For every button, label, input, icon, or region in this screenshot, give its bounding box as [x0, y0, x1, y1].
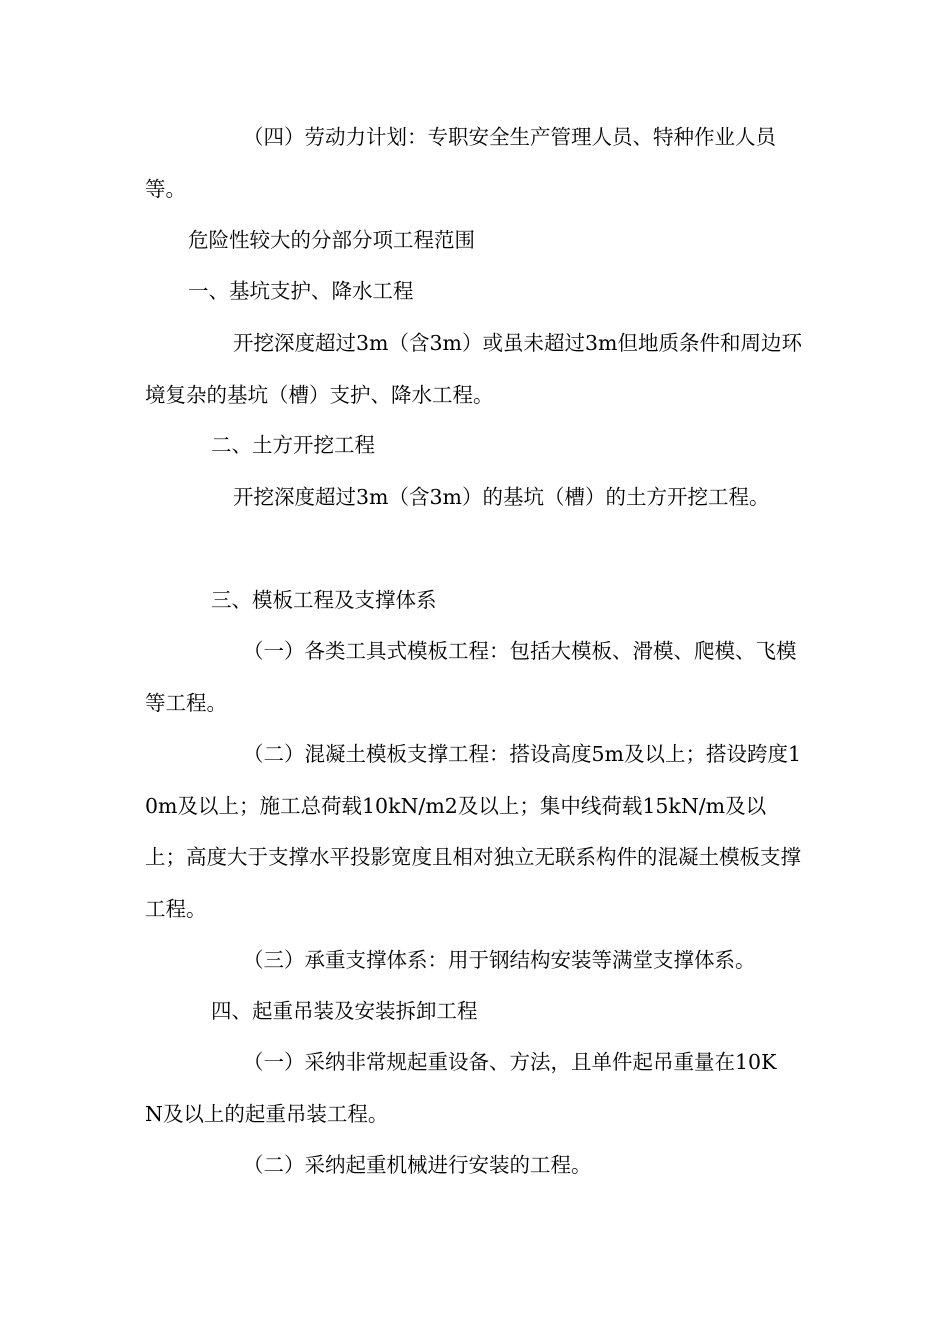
heading-earthwork: 二、土方开挖工程: [211, 433, 375, 457]
paragraph-labor-plan: （四）劳动力计划：专职安全生产管理人员、特种作业人员等。: [145, 125, 776, 201]
paragraph-nonstandard-lifting: （一）采纳非常规起重设备、方法，且单件起吊重量在10KN及以上的起重吊装工程。: [145, 1050, 777, 1126]
paragraph-tool-formwork: （一）各类工具式模板工程：包括大模板、滑模、爬模、飞模等工程。: [145, 639, 797, 715]
heading-lifting-installation: 四、起重吊装及安装拆卸工程: [211, 999, 478, 1023]
paragraph-load-bearing-support: （三）承重支撑体系：用于钢结构安装等满堂支撑体系。: [243, 948, 756, 972]
paragraph-crane-installation: （二）采纳起重机械进行安装的工程。: [243, 1153, 592, 1177]
paragraph-concrete-formwork-support: （二）混凝土模板支撑工程：搭设高度5m及以上；搭设跨度10m及以上；施工总荷载10kN/m2及以上；集中线荷载15kN/m及以上；高度大于支撑水平投影宽度且相对独立无联系构件的混凝土模板支撑工程。: [145, 742, 802, 921]
heading-formwork: 三、模板工程及支撑体系: [211, 588, 437, 612]
heading-foundation-pit: 一、基坑支护、降水工程: [188, 279, 414, 303]
section-title-dangerous-works: 危险性较大的分部分项工程范围: [188, 228, 475, 252]
paragraph-foundation-pit-scope: 开挖深度超过3m（含3m）或虽未超过3m但地质条件和周边环境复杂的基坑（槽）支护、降水工程。: [145, 331, 802, 407]
paragraph-earthwork-scope: 开挖深度超过3m（含3m）的基坑（槽）的土方开挖工程。: [233, 485, 770, 509]
